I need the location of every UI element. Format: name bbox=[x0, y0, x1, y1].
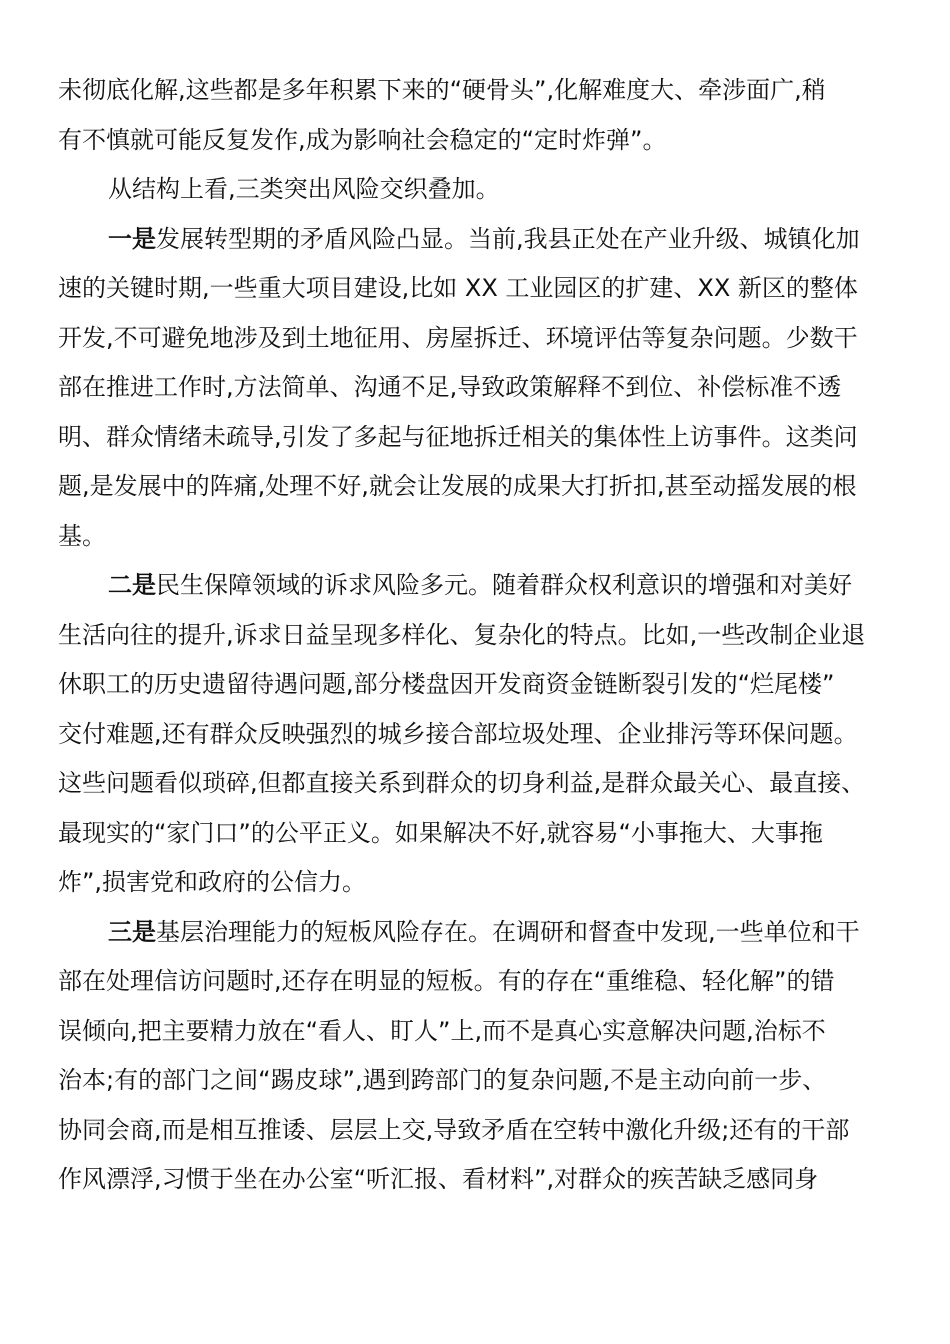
text-line bbox=[58, 611, 890, 661]
line-text: 作风漂浮,习惯于坐在办公室“听汇报、看材料”,对群众的疾苦缺乏感同身 bbox=[58, 1165, 819, 1193]
document-page bbox=[58, 66, 890, 1205]
text-line bbox=[58, 363, 890, 413]
line-text: 速的关键时期,一些重大项目建设,比如 XX 工业园区的扩建、XX 新区的整体 bbox=[58, 274, 858, 302]
text-line bbox=[58, 512, 890, 562]
text-line bbox=[58, 462, 890, 512]
line-text: 协同会商,而是相互推诿、层层上交,导致矛盾在空转中激化升级;还有的干部 bbox=[58, 1115, 850, 1144]
text-line bbox=[58, 1155, 890, 1205]
line-text: 民生保障领域的诉求风险多元。随着群众权利意识的增强和对美好 bbox=[156, 571, 852, 599]
line-text: 发展转型期的矛盾风险凸显。当前,我县正处在产业升级、城镇化加 bbox=[156, 224, 860, 253]
paragraph-lead: 三是 bbox=[108, 917, 156, 946]
line-text: 误倾向,把主要精力放在“看人、盯人”上,而不是真心实意解决问题,治标不 bbox=[58, 1016, 826, 1045]
line-text: 有不慎就可能反复发作,成为影响社会稳定的“定时炸弹”。 bbox=[58, 125, 667, 154]
line-text: 题,是发展中的阵痛,处理不好,就会让发展的成果大打折扣,甚至动摇发展的根 bbox=[58, 472, 857, 500]
paragraph-lead: 一是 bbox=[108, 224, 156, 253]
text-line bbox=[58, 1056, 890, 1106]
text-line bbox=[58, 1106, 890, 1156]
line-text: 开发,不可避免地涉及到土地征用、房屋拆迁、环境评估等复杂问题。少数干 bbox=[58, 323, 858, 352]
text-line bbox=[58, 413, 890, 463]
line-text: 休职工的历史遗留待遇问题,部分楼盘因开发商资金链断裂引发的“烂尾楼” bbox=[58, 670, 835, 698]
paragraph-lead: 二是 bbox=[108, 571, 156, 599]
text-line bbox=[58, 116, 890, 166]
line-text: 基层治理能力的短板风险存在。在调研和督查中发现,一些单位和干 bbox=[156, 917, 860, 946]
paragraph-start bbox=[58, 215, 890, 265]
paragraph-start bbox=[58, 561, 890, 611]
line-text: 炸”,损害党和政府的公信力。 bbox=[58, 868, 367, 896]
text-line bbox=[58, 66, 890, 116]
line-text: 基。 bbox=[58, 521, 106, 550]
text-line bbox=[58, 957, 890, 1007]
text-line bbox=[58, 710, 890, 760]
line-text: 明、群众情绪未疏导,引发了多起与征地拆迁相关的集体性上访事件。这类问 bbox=[58, 422, 858, 451]
line-text: 部在推进工作时,方法简单、沟通不足,导致政策解释不到位、补偿标准不透 bbox=[58, 373, 842, 401]
paragraph-start bbox=[58, 165, 890, 215]
line-text: 这些问题看似琐碎,但都直接关系到群众的切身利益,是群众最关心、最直接、 bbox=[58, 769, 866, 797]
line-text: 治本;有的部门之间“踢皮球”,遇到跨部门的复杂问题,不是主动向前一步、 bbox=[58, 1066, 827, 1094]
line-text: 部在处理信访问题时,还存在明显的短板。有的存在“重维稳、轻化解”的错 bbox=[58, 967, 835, 995]
paragraph-start bbox=[58, 908, 890, 958]
text-line bbox=[58, 1007, 890, 1057]
line-text: 未彻底化解,这些都是多年积累下来的“硬骨头”,化解难度大、牵涉面广,稍 bbox=[58, 76, 826, 104]
text-line bbox=[58, 264, 890, 314]
text-line bbox=[58, 809, 890, 859]
text-line bbox=[58, 858, 890, 908]
text-line bbox=[58, 660, 890, 710]
text-line bbox=[58, 759, 890, 809]
line-text: 生活向往的提升,诉求日益呈现多样化、复杂化的特点。比如,一些改制企业退 bbox=[58, 620, 866, 649]
line-text: 最现实的“家门口”的公平正义。如果解决不好,就容易“小事拖大、大事拖 bbox=[58, 818, 823, 847]
line-text: 交付难题,还有群众反映强烈的城乡接合部垃圾处理、企业排污等环保问题。 bbox=[58, 719, 858, 748]
line-text: 从结构上看,三类突出风险交织叠加。 bbox=[108, 175, 500, 203]
text-line bbox=[58, 314, 890, 364]
